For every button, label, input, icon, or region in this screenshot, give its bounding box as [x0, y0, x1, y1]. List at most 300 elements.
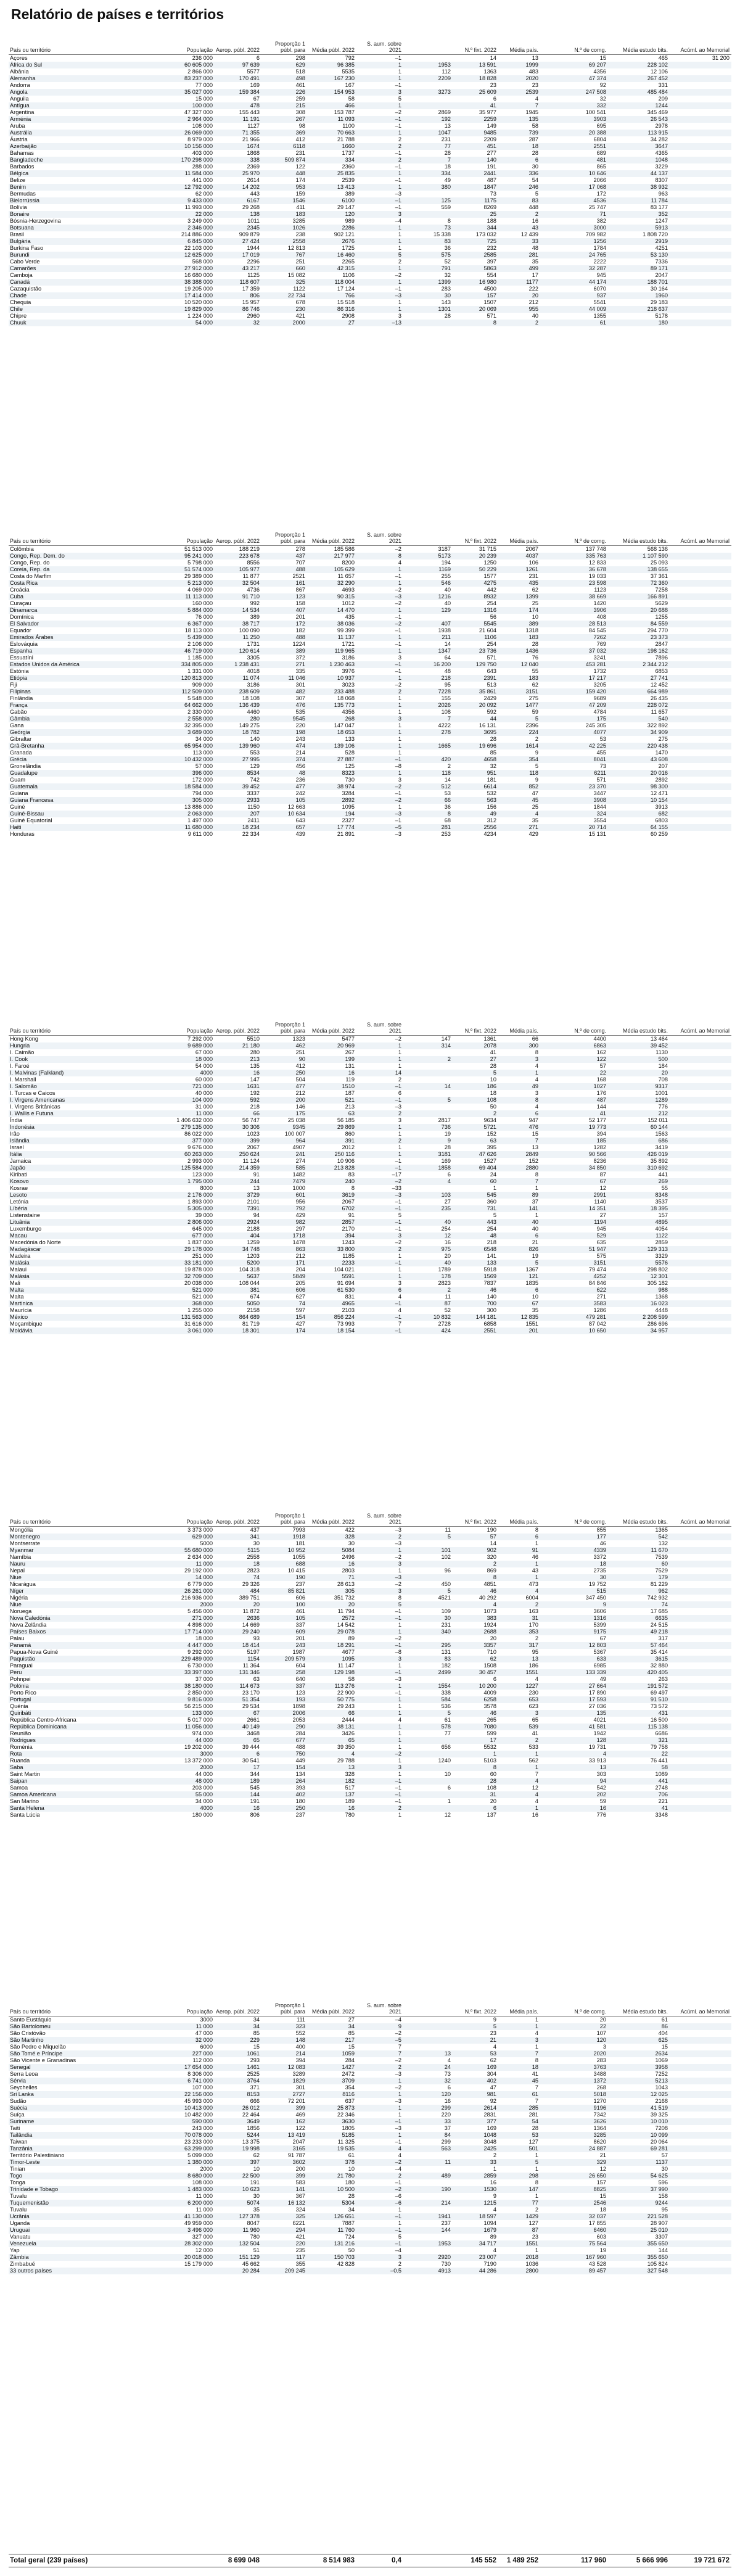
table-cell: 21 891 [337, 831, 355, 837]
table-row [9, 1534, 731, 1540]
table-cell: 13 [532, 55, 538, 61]
table-cell: 11 000 [195, 2193, 213, 2199]
table-cell: 9196 [593, 2105, 606, 2111]
table-cell [403, 1110, 453, 1117]
table-cell: 2 [447, 763, 451, 769]
table-cell: 3289 [292, 2071, 305, 2077]
table-cell: 6635 [655, 1615, 668, 1621]
table-row [9, 1812, 731, 1818]
table-cell: 49 [532, 1083, 538, 1089]
total-cell: 5 666 996 [636, 2557, 668, 2564]
table-cell: 1177 [526, 279, 538, 285]
column-header: População [186, 2008, 213, 2015]
table-cell: 4 [493, 2044, 496, 2050]
table-cell: 1150 [247, 804, 260, 810]
table-row [9, 1703, 731, 1710]
table-cell: 571 [487, 654, 496, 661]
table-row [9, 1561, 731, 1567]
table-cell: 40 [444, 600, 451, 606]
table-cell: 148 [295, 2037, 305, 2043]
country-name: Dinamarca [10, 607, 38, 613]
table-cell: 170 [528, 1622, 538, 1628]
table-cell: 37 032 [588, 648, 606, 654]
table-cell: –2 [395, 1554, 401, 1560]
country-name: Haiti [10, 824, 22, 830]
country-name: Ucrânia [10, 2213, 30, 2219]
table-cell: 9 433 000 [187, 197, 213, 204]
table-cell: 1215 [483, 2200, 496, 2206]
country-name: Indonésia [10, 1124, 35, 1130]
country-name: Estónia [10, 668, 29, 674]
table-cell: 203 000 [192, 1785, 213, 1791]
table-cell: 2259 [483, 116, 496, 122]
table-cell: 180 [295, 1798, 305, 1804]
table-row [9, 1307, 731, 1314]
country-name: Nepal [10, 1567, 25, 1574]
table-cell: 7190 [483, 2261, 496, 2267]
table-cell: 653 [528, 1696, 538, 1703]
table-cell: 37 990 [650, 2186, 668, 2192]
country-name: Nova Zelândia [10, 1622, 47, 1628]
table-cell: 2 993 000 [187, 1158, 213, 1164]
table-cell: 1289 [655, 1097, 668, 1103]
table-cell: –3 [395, 1540, 401, 1546]
table-cell: 341 [250, 1534, 260, 1540]
table-cell: 335 763 [585, 553, 606, 559]
table-row [9, 1547, 731, 1554]
table-cell: –2 [395, 546, 401, 552]
table-cell: 10 [532, 614, 538, 620]
table-cell: 2345 [247, 225, 260, 231]
table-cell: –2 [395, 1751, 401, 1757]
table-cell: 750 [295, 1751, 305, 1757]
table-cell: 49 [444, 177, 451, 183]
table-cell: 83 [444, 1656, 451, 1662]
table-cell: 2636 [247, 1615, 260, 1621]
table-cell: 10 099 [650, 2132, 668, 2138]
table-cell: 3 [398, 1280, 401, 1286]
table-cell: 2 [398, 1076, 401, 1083]
table-cell: 533 [528, 1744, 538, 1750]
table-cell: 15 [348, 2044, 355, 2050]
table-cell: 488 [295, 1744, 305, 1750]
table-cell: 1829 [292, 2078, 305, 2084]
country-name: Bolívia [10, 204, 27, 210]
table-cell: 90 [298, 1056, 305, 1062]
table-cell: 308 [295, 109, 305, 115]
column-header: S. aum. sobre 2021 [366, 532, 401, 544]
table-cell: 389 [345, 191, 355, 197]
table-cell: 105 [295, 797, 305, 803]
table-cell: 51 574 000 [184, 566, 213, 572]
table-cell: 139 960 [239, 743, 260, 749]
table-cell: 1 224 000 [187, 313, 213, 319]
table-cell: 61 [532, 2091, 538, 2097]
table-cell: 3205 [593, 682, 606, 688]
table-cell: 10 [490, 1076, 496, 1083]
table-cell: 77 [444, 1730, 451, 1736]
table-cell: 227 000 [192, 2050, 213, 2057]
table-cell: 3695 [483, 729, 496, 735]
table-cell: 1 [535, 2166, 538, 2172]
table-cell: 462 [295, 1042, 305, 1049]
table-cell: 1240 [438, 1757, 451, 1764]
table-cell: 10 156 000 [184, 143, 213, 149]
table-cell: 38 180 000 [184, 1683, 213, 1689]
table-cell: 1069 [655, 2057, 668, 2063]
table-cell: 125 [441, 197, 451, 204]
table-cell: 443 [487, 1219, 496, 1225]
table-cell: 70 663 [337, 130, 355, 136]
table-row [9, 1581, 731, 1588]
table-cell: 254 [441, 1226, 451, 1232]
table-row [9, 593, 731, 600]
table-cell: 26 543 [650, 116, 668, 122]
table-cell: 1244 [655, 102, 668, 109]
table-cell: 81 229 [650, 1581, 668, 1587]
table-cell: 288 000 [192, 163, 213, 170]
table-cell: 5197 [247, 1649, 260, 1655]
table-cell: 1 [398, 580, 401, 586]
table-cell: 1365 [655, 1527, 668, 1533]
table-cell: 521 [345, 1097, 355, 1103]
table-cell: 27 036 [588, 1703, 606, 1709]
table-cell: 103 [441, 1192, 451, 1198]
table-cell: 5849 [292, 1273, 305, 1279]
table-cell: 8307 [655, 177, 668, 183]
table-cell: 6 [535, 1534, 538, 1540]
table-cell: 5173 [438, 553, 451, 559]
table-row [9, 2139, 731, 2145]
table-row [9, 1757, 731, 1764]
table-cell: 2572 [342, 1615, 355, 1621]
table-cell: 2078 [483, 1042, 496, 1049]
table-cell: 61 [444, 1717, 451, 1723]
table-cell: 46 719 000 [184, 648, 213, 654]
table-cell: 7 [447, 716, 451, 722]
table-row [9, 736, 731, 743]
table-cell: 2188 [247, 1226, 260, 1232]
table-cell: 137 748 [585, 546, 606, 552]
table-cell: 6 200 000 [187, 2200, 213, 2206]
table-cell: 992 [250, 600, 260, 606]
column-header: População [186, 1519, 213, 1525]
table-cell: 7336 [655, 258, 668, 265]
table-cell: 194 [345, 811, 355, 817]
country-name: Rodrigues [10, 1737, 36, 1743]
table-cell: 450 [441, 1581, 451, 1587]
column-header [403, 1525, 453, 1526]
table-cell: 1858 [438, 1165, 451, 1171]
table-row [9, 1104, 731, 1110]
table-cell: 108 [487, 1785, 496, 1791]
table-cell: –2 [395, 2057, 401, 2063]
table-cell: –1 [395, 2179, 401, 2186]
table-cell: 131 563 000 [181, 1314, 213, 1320]
country-name: I. Virgens Britânicas [10, 1104, 60, 1110]
table-cell: 6 [447, 1171, 451, 1178]
table-cell: 17 855 [588, 2220, 606, 2226]
table-cell: 13 375 [242, 2139, 260, 2145]
table-cell: –8 [395, 763, 401, 769]
column-header: N.º de comg. [574, 538, 606, 544]
table-cell: 28 [444, 1144, 451, 1150]
table-cell: 1 [398, 1144, 401, 1150]
table-cell: 5532 [483, 1744, 496, 1750]
table-cell: 40 [532, 313, 538, 319]
table-cell: –1 [395, 668, 401, 674]
column-header: Média país. [509, 538, 538, 544]
table-cell: 945 [596, 272, 606, 278]
table-cell: 18 [253, 1561, 260, 1567]
table-cell: 27 [444, 1199, 451, 1205]
table-cell: 11 000 [195, 1110, 213, 1117]
table-cell: 293 [250, 2057, 260, 2063]
country-name: Fiji [10, 682, 17, 688]
table-cell: 46 [532, 1554, 538, 1560]
country-name: Bermudas [10, 191, 36, 197]
table-cell: 147 [441, 1036, 451, 1042]
total-cell: 8 514 983 [323, 2557, 355, 2564]
table-cell: 20 969 [337, 1042, 355, 1049]
table-cell: 381 [250, 1287, 260, 1293]
table-cell: 344 [250, 1771, 260, 1777]
table-cell: 640 [295, 1676, 305, 1682]
table-cell: 44 137 [650, 170, 668, 176]
table-cell: 112 509 000 [181, 688, 213, 695]
table-cell: 20 688 [650, 607, 668, 613]
table-cell: 60 000 [195, 1076, 213, 1083]
table-cell: 274 [295, 1158, 305, 1164]
table-cell: 11 657 [651, 709, 668, 715]
country-name: Gronelândia [10, 763, 41, 769]
country-name: Tuvalu [10, 2193, 27, 2199]
table-cell: 1 [398, 648, 401, 654]
table-cell [403, 1574, 453, 1581]
table-cell: 1000 [292, 1185, 305, 1191]
table-row [9, 1798, 731, 1805]
table-cell: 216 936 000 [181, 1595, 213, 1601]
country-name: Cuba [10, 593, 23, 600]
table-row [9, 1622, 731, 1629]
table-cell: 769 [596, 641, 606, 647]
country-name: Porto Rico [10, 1690, 36, 1696]
table-cell: 153 787 [334, 109, 355, 115]
table-cell: 25 835 [337, 170, 355, 176]
country-name: Suriname [10, 2118, 35, 2124]
table-cell: 267 452 [647, 75, 668, 81]
table-cell: 1732 [593, 668, 606, 674]
table-cell: 2 [493, 1561, 496, 1567]
table-cell: 408 [596, 614, 606, 620]
table-cell: 19 [532, 1253, 538, 1259]
table-cell: 57 [661, 2152, 668, 2158]
table-cell: 310 692 [647, 1165, 668, 1171]
table-cell: 2020 [525, 75, 538, 81]
table-cell: 133 000 [192, 1710, 213, 1716]
table-cell [403, 749, 453, 756]
table-cell: 120 813 000 [181, 675, 213, 681]
table-cell: 29 243 [337, 1703, 355, 1709]
table-cell: 218 [441, 675, 451, 681]
country-name: Zâmbia [10, 2254, 29, 2260]
table-row [9, 68, 731, 75]
table-cell: 16 [444, 2098, 451, 2104]
country-name: Benim [10, 184, 27, 190]
table-cell: 29 183 [650, 299, 668, 305]
table-row [9, 607, 731, 614]
table-cell: 18 291 [337, 1642, 355, 1648]
table-row [9, 654, 731, 661]
table-cell: 1 [398, 1744, 401, 1750]
country-name: Cazaquistão [10, 286, 42, 292]
table-cell: 1368 [655, 1294, 668, 1300]
table-cell: 6804 [593, 136, 606, 142]
table-cell: –1 [395, 1083, 401, 1089]
table-cell: 38 932 [650, 184, 668, 190]
table-row [9, 2118, 731, 2125]
table-cell: 41 [490, 1049, 496, 1055]
column-header: Média públ. 2022 [311, 47, 355, 53]
table-cell: 91 [253, 1171, 260, 1178]
table-cell: 1363 [483, 68, 496, 75]
country-name: Emirados Árabes [10, 634, 54, 640]
table-cell: 448 [295, 170, 305, 176]
country-name: México [10, 1314, 28, 1320]
table-cell: 6118 [293, 143, 305, 149]
table-cell: 682 [658, 811, 668, 817]
table-cell: 677 [295, 1737, 305, 1743]
table-row [9, 559, 731, 566]
table-cell [403, 1601, 453, 1608]
table-cell: 75 564 [588, 2240, 606, 2247]
table-cell: 407 [441, 621, 451, 627]
table-cell: 1482 [292, 1171, 305, 1178]
country-name: Áustria [10, 136, 28, 142]
table-cell: 96 [444, 1567, 451, 1574]
country-name: Lesoto [10, 1192, 27, 1198]
table-cell: 240 [345, 1178, 355, 1184]
table-cell: 223 678 [239, 553, 260, 559]
table-cell: 1250 [483, 559, 496, 566]
table-cell: 389 [250, 614, 260, 620]
table-cell [403, 2030, 453, 2037]
country-name: San Marino [10, 1798, 39, 1804]
country-name: Polónia [10, 1683, 29, 1689]
table-cell: 11 250 [242, 634, 260, 640]
table-cell: 981 [487, 2091, 496, 2097]
table-cell: 13 591 [479, 62, 496, 68]
table-cell: 33 [532, 238, 538, 244]
table-cell: 441 000 [192, 177, 213, 183]
table-row [9, 2057, 731, 2064]
table-cell: 3906 [593, 607, 606, 613]
table-cell: 1942 [593, 1730, 606, 1736]
table-cell: 27 424 [242, 238, 260, 244]
table-cell: 707 [295, 559, 305, 566]
table-cell: 24 [490, 1171, 496, 1178]
table-cell: 5115 [247, 1547, 260, 1553]
table-cell: 214 [441, 2200, 451, 2206]
table-cell: 393 [295, 1785, 305, 1791]
table-cell: 1364 [593, 2125, 606, 2131]
country-name: Granada [10, 749, 32, 756]
table-cell: 3447 [593, 790, 606, 796]
table-cell: 73 572 [650, 1703, 668, 1709]
column-header: País ou território [10, 47, 51, 53]
table-cell: 354 [345, 2084, 355, 2091]
table-cell: 1 [398, 1547, 401, 1553]
table-cell: 181 [487, 777, 496, 783]
country-name: Itália [10, 1151, 22, 1157]
table-cell: 27 887 [337, 756, 355, 762]
table-cell: 1140 [594, 1199, 606, 1205]
country-name: Guadalupe [10, 770, 38, 776]
table-cell: 1527 [483, 1158, 496, 1164]
table-cell: 2735 [593, 1567, 606, 1574]
country-name: Índia [10, 1117, 22, 1123]
table-cell: 592 [487, 709, 496, 715]
table-cell: 73 [599, 763, 606, 769]
table-cell: 5185 [342, 2132, 355, 2138]
table-cell: 1 [398, 1622, 401, 1628]
country-name: Serra Leoa [10, 2071, 38, 2077]
table-cell: 2991 [593, 1192, 606, 1198]
country-name: Albânia [10, 68, 29, 75]
table-cell: 12 471 [650, 790, 668, 796]
table-cell: 39 452 [650, 1042, 668, 1049]
table-cell: 263 [658, 1676, 668, 1682]
table-row [9, 783, 731, 790]
table-cell: 660 [295, 265, 305, 271]
country-name: Namíbia [10, 1554, 31, 1560]
table-cell: 67 [599, 1178, 606, 1184]
table-cell: 23 370 [588, 783, 606, 790]
table-cell: 429 [295, 1212, 305, 1218]
table-cell: 134 [295, 1771, 305, 1777]
country-name: Suécia [10, 2105, 28, 2111]
table-row [9, 749, 731, 756]
table-row [9, 729, 731, 736]
table-cell: 32 [444, 2078, 451, 2084]
country-name: Espanha [10, 648, 33, 654]
table-cell: 974 000 [192, 1730, 213, 1736]
table-cell: 2908 [342, 313, 355, 319]
table-cell: 11 074 [242, 675, 260, 681]
table-cell: 18 828 [479, 75, 496, 81]
table-cell: 4077 [593, 729, 606, 735]
column-header: Acúml. ao Memorial [680, 2008, 730, 2015]
table-cell: 45 993 000 [184, 2098, 213, 2104]
table-cell: 254 [487, 1226, 496, 1232]
table-cell: 84 [444, 2132, 451, 2138]
table-cell: 79 758 [650, 1744, 668, 1750]
table-cell: 220 [295, 722, 305, 729]
table-cell: 461 [295, 82, 305, 88]
table-cell: 255 [441, 573, 451, 579]
table-cell: 8153 [247, 2091, 260, 2097]
table-cell: 3357 [483, 1642, 496, 1648]
table-cell: 3 061 000 [187, 1327, 213, 1334]
table-cell: 964 [295, 1137, 305, 1144]
table-cell: 1154 [247, 1656, 260, 1662]
table-row [9, 2084, 731, 2091]
total-cell: 0,4 [392, 2557, 401, 2564]
table-cell: 22 734 [287, 292, 305, 299]
table-cell: 73 [490, 191, 496, 197]
table-cell: 84 545 [588, 627, 606, 634]
table-cell: 347 450 [585, 1595, 606, 1601]
